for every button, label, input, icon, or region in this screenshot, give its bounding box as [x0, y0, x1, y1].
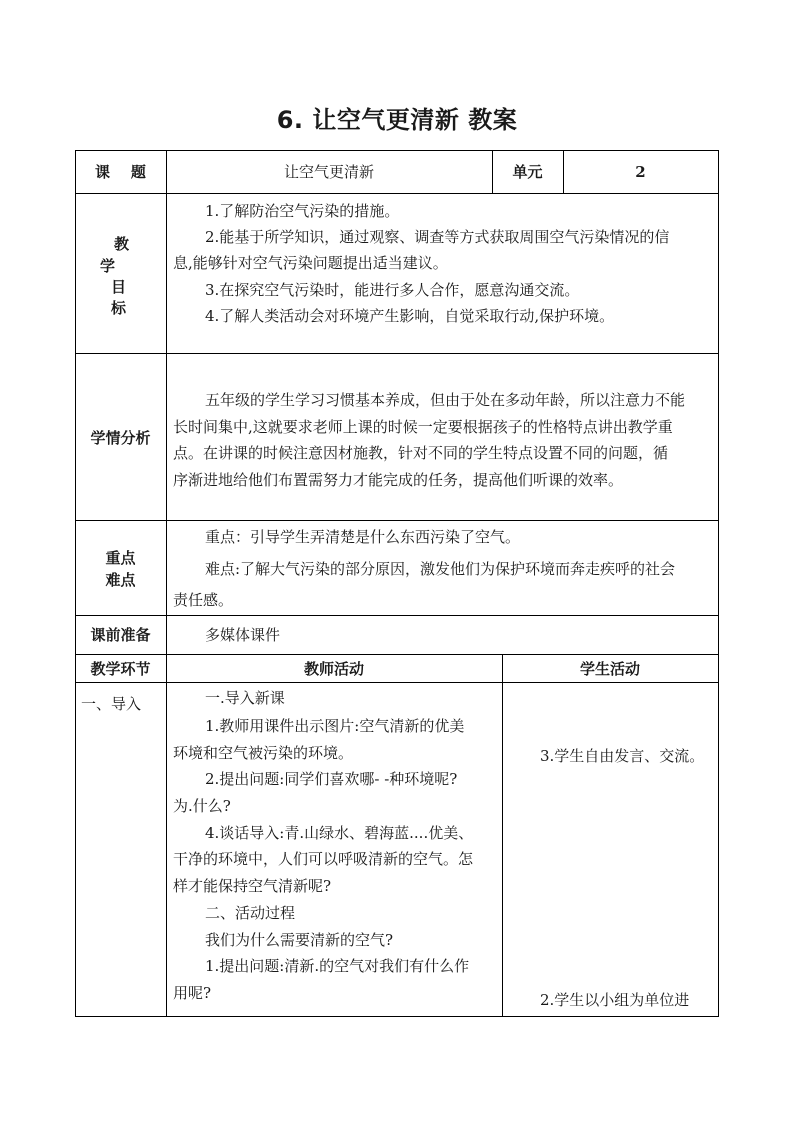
keypoint-line: 难点:了解大气污染的部分原因，激发他们为保护环境而奔走疾呼的社会 — [205, 560, 676, 578]
teacher-line: 我们为什么需要清新的空气? — [205, 931, 394, 949]
column-header-student: 学生活动 — [579, 660, 640, 678]
topic-value: 让空气更清新 — [283, 163, 374, 181]
teacher-line: 1.提出问题:清新.的空气对我们有什么作 — [205, 957, 470, 975]
teacher-line: 二、活动过程 — [205, 904, 296, 922]
analysis-label: 学情分析 — [90, 429, 151, 447]
objective-line: 3.在探究空气污染时，能进行多人合作，愿意沟通交流。 — [205, 281, 580, 299]
analysis-line: 五年级的学生学习习惯基本养成，但由于处在多动年龄，所以注意力不能 — [205, 391, 686, 409]
unit-label: 单元 — [512, 163, 543, 181]
teacher-line: 4.谈话导入:青.山绿水、碧海蓝....优美、 — [205, 824, 474, 842]
teacher-line: 1.教师用课件出示图片:空气清新的优美 — [205, 717, 465, 735]
topic-label: 课 题 — [95, 163, 146, 181]
prep-value: 多媒体课件 — [205, 626, 281, 644]
objectives-label-char: 标 — [111, 299, 127, 317]
teacher-line: 样才能保持空气清新呢? — [173, 877, 332, 895]
student-line: 2.学生以小组为单位进 — [540, 991, 690, 1009]
column-header-stage: 教学环节 — [90, 660, 151, 678]
objective-line: 4.了解人类活动会对环境产生影响，自觉采取行动,保护环境。 — [205, 307, 615, 325]
teacher-line: 为.什么? — [173, 797, 231, 815]
keypoint-line: 责任感。 — [173, 591, 234, 609]
objective-line: 2.能基于所学知识，通过观察、调查等方式获取周围空气污染情况的信 — [205, 228, 670, 246]
stage-cell: 一、导入 — [81, 695, 142, 713]
keypoints-label: 重点 — [105, 549, 136, 567]
objectives-label-char: 教 — [114, 235, 130, 253]
column-header-teacher: 教师活动 — [303, 660, 364, 678]
objectives-label-char: 目 — [111, 278, 127, 296]
document-title: 6. 让空气更清新 教案 — [276, 106, 518, 134]
teacher-line: 2.提出问题:同学们喜欢哪- -种环境呢? — [205, 770, 458, 788]
objectives-label-char: 学 — [100, 257, 116, 275]
teacher-line: 用呢? — [173, 984, 212, 1002]
analysis-line: 点。在讲课的时候注意因材施教，针对不同的学生特点设置不同的问题，循 — [173, 444, 669, 462]
teacher-line: 环境和空气被污染的环境。 — [173, 744, 354, 762]
teacher-line: 干净的环境中，人们可以呼吸清新的空气。怎 — [173, 850, 474, 868]
keypoint-line: 重点：引导学生弄清楚是什么东西污染了空气。 — [205, 528, 521, 546]
teacher-line: 一.导入新课 — [205, 689, 285, 707]
prep-label: 课前准备 — [90, 626, 151, 644]
unit-value: 2 — [635, 163, 646, 181]
objective-line: 息,能够针对空气污染问题提出适当建议。 — [173, 254, 448, 272]
analysis-line: 长时间集中,这就要求老师上课的时候一定要根据孩子的性格特点讲出教学重 — [173, 418, 673, 436]
analysis-line: 序渐进地给他们布置需努力才能完成的任务，提高他们听课的效率。 — [173, 471, 624, 489]
difficulty-label: 难点 — [105, 571, 136, 589]
student-line: 3.学生自由发言、交流。 — [540, 747, 705, 765]
objective-line: 1.了解防治空气污染的措施。 — [205, 202, 400, 220]
